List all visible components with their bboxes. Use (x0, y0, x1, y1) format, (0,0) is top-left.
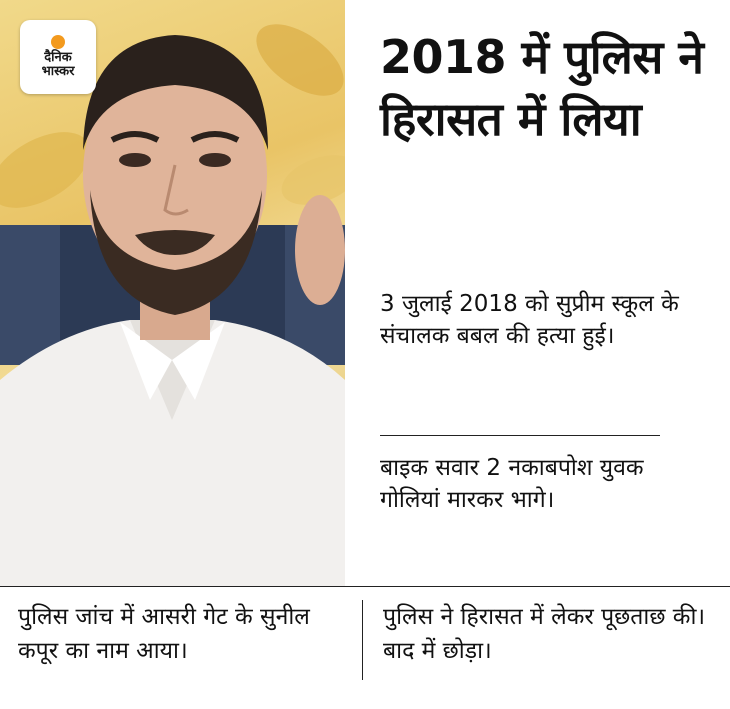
sun-icon (51, 35, 65, 49)
portrait-photo (0, 0, 345, 586)
paragraph-attackers: बाइक सवार 2 नकाबपोश युवक गोलियां मारकर भागे। (380, 455, 644, 513)
footer-right-text: पुलिस ने हिरासत में लेकर पूछताछ की। बाद में छोड़ा। (383, 604, 706, 664)
divider-short (380, 435, 660, 436)
divider-long (0, 586, 730, 587)
paragraph-murder: 3 जुलाई 2018 को सुप्रीम स्कूल के संचालक बबल की हत्या हुई। (380, 291, 679, 349)
footer-left-text: पुलिस जांच में आसरी गेट के सुनील कपूर का नाम आया। (18, 604, 310, 664)
headline: 2018 में पुलिस ने हिरासत में लिया (380, 30, 704, 146)
logo-line-2: भास्कर (41, 64, 75, 79)
dainik-bhaskar-logo (20, 20, 96, 94)
logo-line-1: दैनिक (44, 50, 72, 65)
footer-vertical-divider (362, 600, 363, 680)
